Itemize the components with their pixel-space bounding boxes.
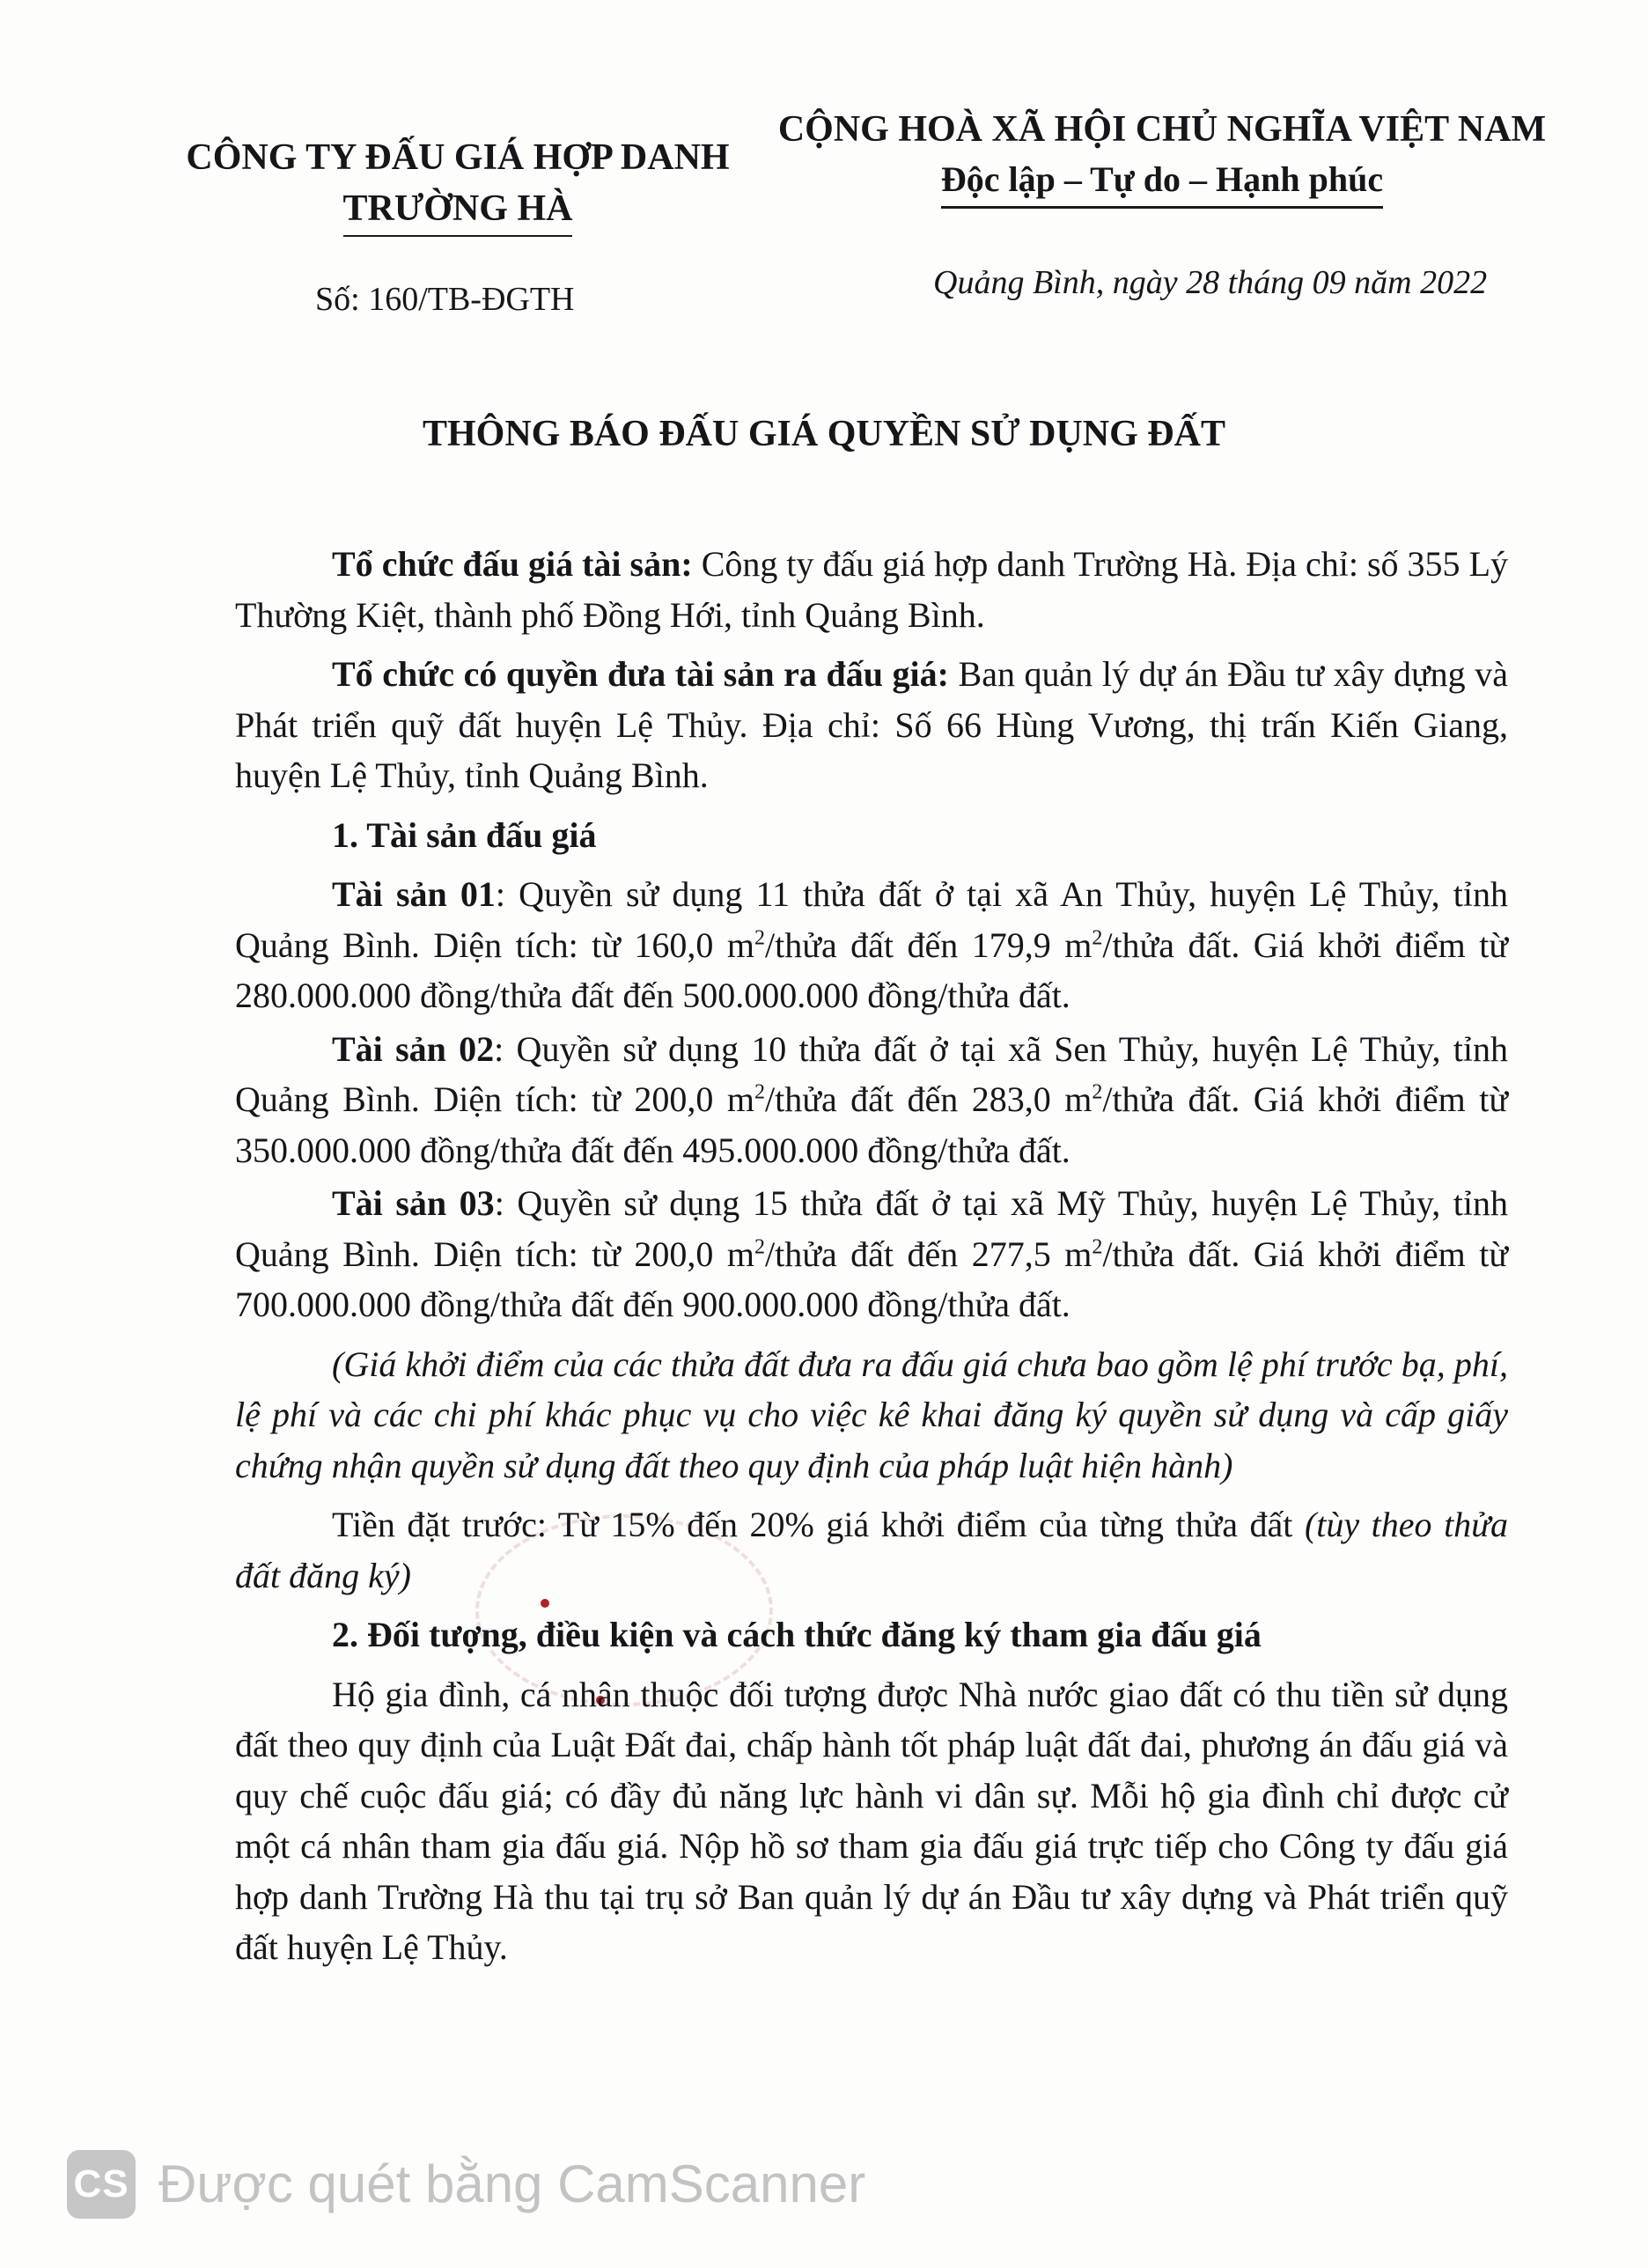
superscript: 2 <box>1092 926 1103 950</box>
superscript: 2 <box>754 1080 766 1104</box>
auction-organizer-text: Công ty đấu giá hợp danh Trường Hà. Địa chỉ: số 355 Lý Thường Kiệt, thành phố Đồng Hới, tỉnh Quảng Bình. <box>235 544 1509 635</box>
asset-03-text: /thửa đất. Giá khởi điểm từ 700.000.000 đồng/thửa đất đến 900.000.000 đồng/thửa đất. <box>235 1233 1509 1324</box>
asset-owner-text: Ban quản lý dự án Đầu tư xây dựng và Phát triển quỹ đất huyện Lệ Thủy. Địa chỉ: Số 66 Hùng Vương, thị trấn Kiến Giang, huyện Lệ Thủy, tỉnh Quảng Bình. <box>235 654 1508 795</box>
section-1-heading: 1. Tài sản đấu giá <box>332 814 597 855</box>
section-2-heading: 2. Đối tượng, điều kiện và cách thức đăng ký tham gia đấu giá <box>332 1615 1262 1654</box>
asset-02-text: : Quyền sử dụng 10 thửa đất ở tại xã Sen Thủy, huyện Lệ Thủy, tỉnh Quảng Bình. Diện tích: từ 200,0 m <box>235 1028 1509 1119</box>
deposit-text: Tiền đặt trước: Từ 15% đến 20% giá khởi điểm của từng thửa đất <box>332 1505 1305 1544</box>
organization-name-line1: CÔNG TY ĐẤU GIÁ HỢP DANH <box>186 137 730 178</box>
camscanner-logo-icon: CS <box>67 2150 136 2219</box>
asset-02-text: /thửa đất đến 283,0 m <box>765 1079 1093 1119</box>
paragraph-auction-organizer <box>235 539 1508 640</box>
superscript: 2 <box>1092 1080 1103 1104</box>
camscanner-watermark <box>67 2145 865 2224</box>
asset-01-text: : Quyền sử dụng 11 thửa đất ở tại xã An Thủy, huyện Lệ Thủy, tỉnh Quảng Bình. Diện tích: từ 160,0 m <box>235 874 1509 965</box>
asset-03-label: Tài sản 03 <box>332 1183 495 1223</box>
asset-owner-label: Tổ chức có quyền đưa tài sản ra đấu giá: <box>332 654 949 694</box>
organization-name-line2: TRƯỜNG HÀ <box>343 183 573 237</box>
paragraph-deposit <box>235 1499 1508 1601</box>
asset-01-text: /thửa đất. Giá khởi điểm từ 280.000.000 đồng/thửa đất đến 500.000.000 đồng/thửa đất. <box>235 924 1509 1015</box>
auction-organizer-label: Tổ chức đấu giá tài sản: <box>332 544 693 584</box>
superscript: 2 <box>754 926 766 950</box>
asset-03-text: : Quyền sử dụng 15 thửa đất ở tại xã Mỹ Thủy, huyện Lệ Thủy, tỉnh Quảng Bình. Diện tích: từ 200,0 m <box>235 1183 1509 1274</box>
national-motto: Độc lập – Tự do – Hạnh phúc <box>941 155 1383 209</box>
deposit-note: (tùy theo thửa đất đăng ký) <box>235 1505 1508 1595</box>
superscript: 2 <box>1092 1235 1103 1259</box>
paragraph-eligibility: Hộ gia đình, cá nhân thuộc đối tượng được Nhà nước giao đất có thu tiền sử dụng đất theo quy định của Luật Đất đai, chấp hành tốt pháp luật đất đai, phương án đấu giá và quy chế cuộc đấu giá; có đầy đủ năng lực hành vi dân sự. Mỗi hộ gia đình chỉ được cử một cá nhân tham gia đấu giá. Nộp hồ sơ tham gia đấu giá trực tiếp cho Công ty đấu giá hợp danh Trường Hà thu tại trụ sở Ban quản lý dự án Đầu tư xây dựng và Phát triển quỹ đất huyện Lệ Thủy. <box>235 1674 1508 1967</box>
document-number: Số: 160/TB-ĐGTH <box>315 281 575 318</box>
asset-01-text: /thửa đất đến 179,9 m <box>765 924 1093 965</box>
paragraph-asset-01 <box>235 869 1508 1021</box>
price-note: (Giá khởi điểm của các thửa đất đưa ra đấu giá chưa bao gồm lệ phí trước bạ, phí, lệ phí và các chi phí khác phục vụ cho việc kê khai đăng ký quyền sử dụng và cấp giấy chứng nhận quyền sử dụng đất theo quy định của pháp luật hiện hành) <box>235 1344 1508 1485</box>
document-body <box>235 539 1508 1982</box>
asset-03-text: /thửa đất đến 277,5 m <box>765 1233 1093 1274</box>
asset-02-label: Tài sản 02 <box>332 1028 495 1069</box>
superscript: 2 <box>754 1235 766 1259</box>
paragraph-asset-owner <box>235 649 1508 801</box>
paragraph-asset-03 <box>235 1178 1508 1330</box>
place-and-date: Quảng Bình, ngày 28 tháng 09 năm 2022 <box>933 264 1488 301</box>
organization-header <box>176 132 739 237</box>
paragraph-asset-02 <box>235 1024 1508 1176</box>
national-title: CỘNG HOÀ XÃ HỘI CHỦ NGHĨA VIỆT NAM <box>777 109 1547 150</box>
national-header <box>766 104 1558 209</box>
camscanner-watermark-text: Được quét bằng CamScanner <box>158 2154 866 2213</box>
asset-01-label: Tài sản 01 <box>332 874 496 914</box>
document-title: THÔNG BÁO ĐẤU GIÁ QUYỀN SỬ DỤNG ĐẤT <box>422 414 1225 454</box>
asset-02-text: /thửa đất. Giá khởi điểm từ 350.000.000 đồng/thửa đất đến 495.000.000 đồng/thửa đất. <box>235 1079 1509 1170</box>
